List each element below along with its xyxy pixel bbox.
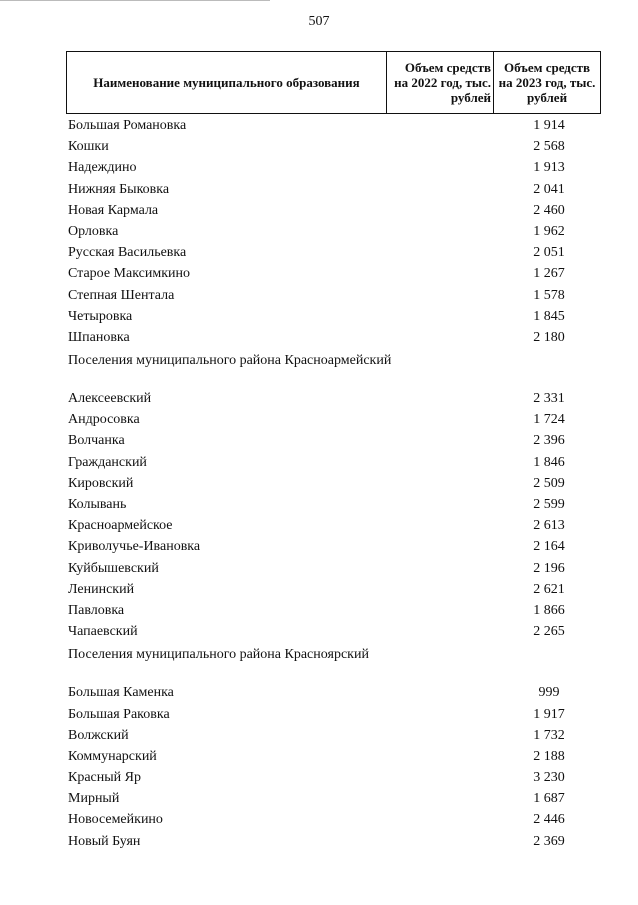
table-row — [68, 115, 600, 136]
table-row — [68, 285, 600, 306]
row-name: Степная Шентала — [68, 287, 175, 303]
row-value-2023: 1 578 — [533, 287, 565, 303]
row-name: Куйбышевский — [68, 560, 159, 576]
row-name: Новосемейкино — [68, 812, 163, 828]
row-value-2023: 999 — [538, 685, 560, 701]
row-name: Старое Максимкино — [68, 266, 191, 282]
table-row — [68, 327, 600, 348]
row-value-2023: 2 568 — [533, 139, 565, 155]
table-row — [68, 831, 600, 852]
table-row — [68, 430, 600, 451]
header-2023: Объем средств на 2023 год, тыс. рублей — [494, 52, 601, 114]
row-value-2023: 2 196 — [533, 560, 565, 576]
row-value-2023: 2 041 — [533, 181, 565, 197]
row-value-2023: 3 230 — [533, 770, 565, 786]
row-name: Волжский — [68, 727, 129, 743]
row-value-2023: 2 599 — [533, 497, 565, 512]
row-name: Андросовка — [68, 412, 140, 428]
page-number: 507 — [308, 14, 330, 29]
table-row — [68, 388, 600, 409]
row-name: Шпановка — [68, 329, 130, 345]
table-row — [68, 242, 600, 263]
row-value-2023: 1 846 — [533, 454, 565, 470]
table-row — [68, 682, 600, 703]
row-value-2023: 2 265 — [533, 624, 565, 640]
row-name: Кошки — [68, 139, 109, 155]
row-name: Ленинский — [68, 581, 135, 597]
row-name: Красноармейское — [68, 518, 173, 534]
row-value-2023: 2 613 — [533, 518, 565, 534]
table-row — [68, 452, 600, 473]
table-row — [68, 746, 600, 767]
top-border-line — [0, 0, 270, 1]
table-row — [68, 221, 600, 242]
table-row — [68, 704, 600, 725]
row-value-2023: 1 866 — [533, 602, 565, 618]
header-name: Наименование муниципального образования — [67, 52, 387, 114]
row-value-2023: 1 845 — [533, 308, 565, 324]
group-heading: Поселения муниципального района Красноармейский — [68, 353, 392, 369]
row-value-2023: 1 917 — [533, 706, 565, 722]
row-value-2023: 2 188 — [533, 748, 565, 764]
row-value-2023: 2 051 — [533, 245, 565, 261]
row-value-2023: 1 687 — [533, 791, 565, 807]
row-value-2023: 2 331 — [533, 391, 565, 407]
table-row — [68, 767, 600, 788]
table-row — [68, 579, 600, 600]
table-row — [68, 494, 600, 515]
row-name: Колывань — [68, 497, 127, 512]
table-row — [68, 263, 600, 284]
row-name: Большая Каменка — [68, 685, 174, 701]
row-value-2023: 2 180 — [533, 329, 565, 345]
table-body — [68, 115, 600, 852]
row-value-2023: 1 914 — [533, 118, 565, 133]
table-row — [68, 409, 600, 430]
row-name: Большая Раковка — [68, 706, 170, 722]
row-name: Надеждино — [68, 160, 137, 176]
table-row — [68, 536, 600, 557]
row-value-2023: 1 962 — [533, 223, 565, 239]
row-value-2023: 2 164 — [533, 539, 565, 555]
row-value-2023: 2 396 — [533, 433, 565, 449]
row-name: Волчанка — [68, 433, 125, 449]
table-row — [68, 515, 600, 536]
table-row — [68, 157, 600, 178]
row-name: Чапаевский — [68, 624, 138, 640]
header-row — [67, 52, 601, 114]
row-value-2023: 2 446 — [533, 812, 565, 828]
row-name: Коммунарский — [68, 748, 157, 764]
group-heading: Поселения муниципального района Красноярский — [68, 647, 369, 663]
row-name: Новый Буян — [68, 833, 141, 849]
row-name: Орловка — [68, 223, 119, 239]
table-row — [68, 306, 600, 327]
row-name: Гражданский — [68, 454, 147, 470]
row-name: Новая Кармала — [68, 202, 159, 218]
row-value-2023: 1 267 — [533, 266, 565, 282]
header-2022: Объем средств на 2022 год, тыс. рублей — [387, 52, 494, 114]
table-header — [66, 51, 601, 114]
row-name: Большая Романовка — [68, 118, 187, 133]
row-name: Нижняя Быковка — [68, 181, 170, 197]
table-row — [68, 600, 600, 621]
table-row — [68, 200, 600, 221]
table-row — [68, 473, 600, 494]
table-row — [68, 621, 600, 642]
table-row — [68, 725, 600, 746]
row-name: Алексеевский — [68, 391, 152, 407]
row-name: Павловка — [68, 602, 125, 618]
table-row — [68, 136, 600, 157]
row-name: Русская Васильевка — [68, 245, 187, 261]
row-name: Красный Яр — [68, 770, 141, 786]
table-row — [68, 788, 600, 809]
row-name: Мирный — [68, 791, 120, 807]
row-value-2023: 2 369 — [533, 833, 565, 849]
row-name: Кировский — [68, 475, 134, 491]
row-value-2023: 2 509 — [533, 475, 565, 491]
row-name: Четыровка — [68, 308, 133, 324]
table-row — [68, 558, 600, 579]
row-value-2023: 2 460 — [533, 202, 565, 218]
row-value-2023: 1 724 — [533, 412, 565, 428]
row-value-2023: 1 913 — [533, 160, 565, 176]
row-name: Криволучье-Ивановка — [68, 539, 201, 555]
table-row — [68, 179, 600, 200]
row-value-2023: 1 732 — [533, 727, 565, 743]
table-row — [68, 809, 600, 830]
row-value-2023: 2 621 — [533, 581, 565, 597]
